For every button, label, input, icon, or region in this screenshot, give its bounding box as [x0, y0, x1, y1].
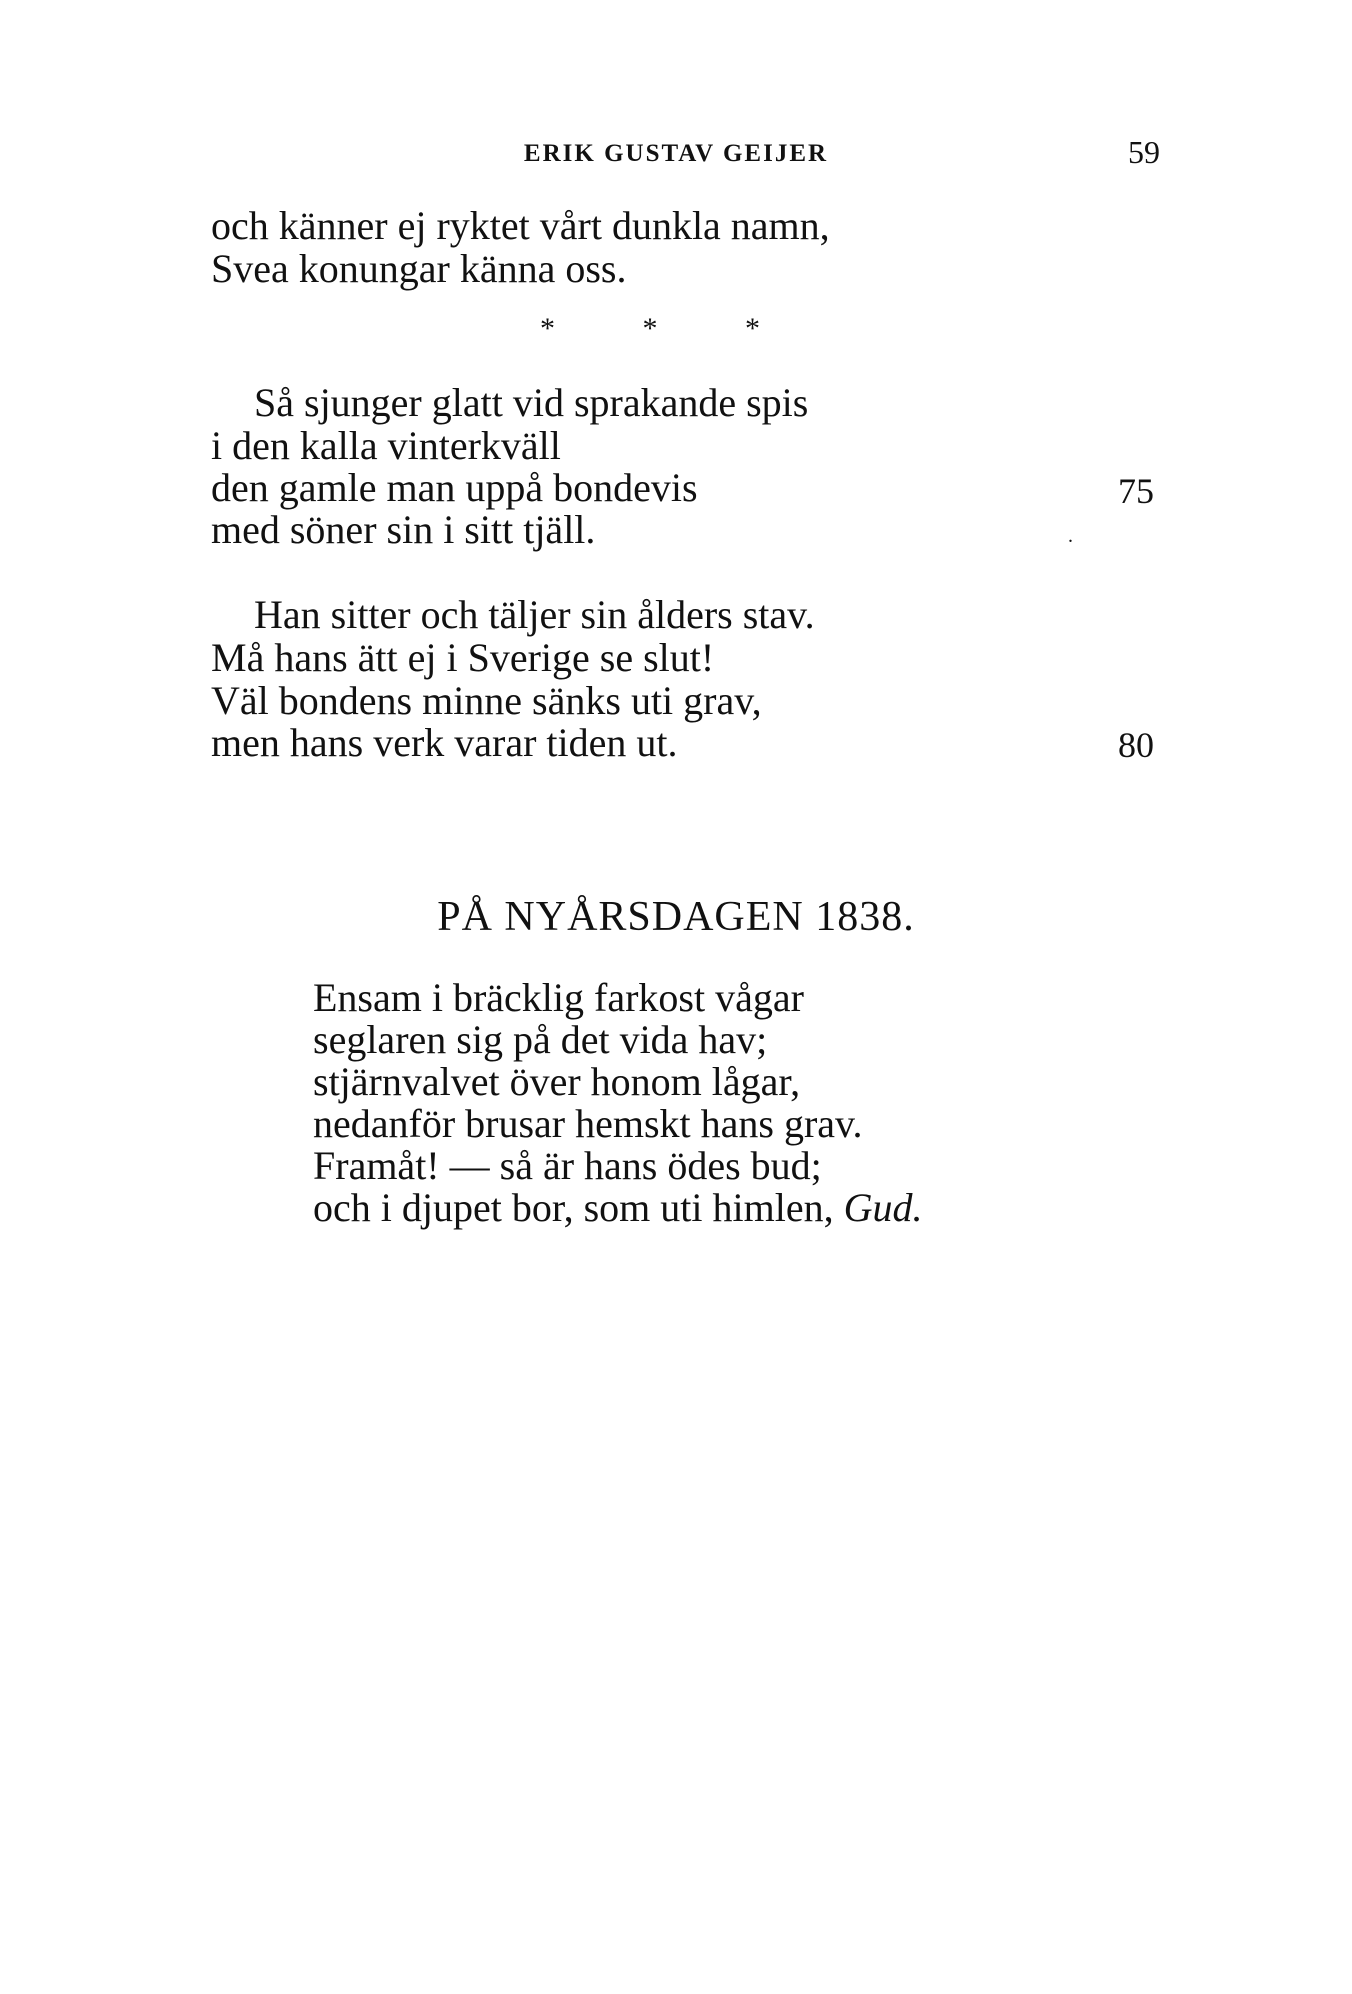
poem-line — [313, 1187, 922, 1229]
poem-line-text: och i djupet bor, som uti himlen, — [313, 1185, 834, 1230]
poem-line: Må hans ätt ej i Sverige se slut! — [211, 635, 715, 680]
stray-dot: . — [1068, 525, 1073, 547]
poem-line: Väl bondens minne sänks uti grav, — [211, 678, 762, 723]
running-head: ERIK GUSTAV GEIJER — [523, 140, 829, 167]
poem-line: nedanför brusar hemskt hans grav. — [313, 1101, 863, 1146]
poem-line: Svea konungar känna oss. — [211, 246, 627, 291]
line-number: 75 — [1118, 471, 1154, 511]
poem-line: den gamle man uppå bondevis — [211, 465, 698, 510]
line-number: 80 — [1118, 725, 1154, 765]
poem-line: och känner ej ryktet vårt dunkla namn, — [211, 203, 830, 248]
poem-line: Så sjunger glatt vid sprakande spis — [254, 380, 809, 425]
poem-title: PÅ NYÅRSDAGEN 1838. — [437, 894, 915, 940]
poem-line: stjärnvalvet över honom lågar, — [313, 1059, 801, 1104]
poem-line: men hans verk varar tiden ut. — [211, 720, 678, 765]
section-separator-stars: * * * — [540, 312, 800, 345]
poem-line: Framåt! — så är hans ödes bud; — [313, 1143, 822, 1188]
poem-line: seglaren sig på det vida hav; — [313, 1017, 768, 1062]
poem-line: med söner sin i sitt tjäll. — [211, 507, 596, 552]
poem-line: Han sitter och täljer sin ålders stav. — [254, 592, 815, 637]
poem-line: i den kalla vinterkväll — [211, 423, 561, 468]
poem-line-italic-word: Gud. — [843, 1185, 923, 1230]
page-number: 59 — [1128, 134, 1160, 170]
poem-line: Ensam i bräcklig farkost vågar — [313, 975, 804, 1020]
